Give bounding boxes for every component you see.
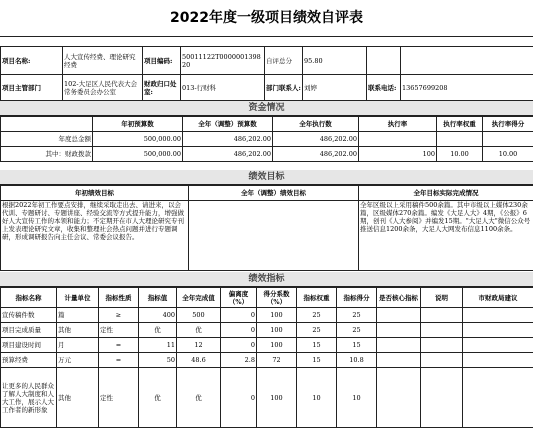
funds-row-rate: 100: [359, 147, 437, 162]
phone-label: 联系电话:: [367, 75, 401, 101]
ind-done: 优: [177, 323, 221, 338]
ind-core: [377, 323, 421, 338]
ind-note: [421, 338, 463, 353]
empty-cell: [401, 47, 533, 75]
ind-score: 10.8: [337, 353, 377, 368]
ind-nature: ≥: [99, 308, 139, 323]
ind-header-weight: 指标权重: [297, 288, 337, 308]
ind-name: 预算经费: [1, 353, 57, 368]
ind-unit: 万元: [57, 353, 99, 368]
ind-advice: [463, 323, 533, 338]
funds-row-label: 其中：财政拨款: [1, 147, 93, 162]
ind-header-done: 全年完成值: [177, 288, 221, 308]
ind-unit: 篇: [57, 308, 99, 323]
funds-header-blank: [1, 117, 93, 132]
funds-row: [1, 147, 533, 162]
contact-label: 部门联系人:: [265, 75, 303, 101]
ind-header-core: 是否核心指标: [377, 288, 421, 308]
funds-row-weight: [437, 132, 483, 147]
dept-label: 项目主管部门: [1, 75, 63, 101]
ind-unit: 其他: [57, 323, 99, 338]
funds-row-label: 年度总金额: [1, 132, 93, 147]
ind-deviation: 0: [221, 368, 257, 428]
ind-note: [421, 308, 463, 323]
ind-deviation: 0: [221, 338, 257, 353]
ind-value: 50: [139, 353, 177, 368]
ind-value: 11: [139, 338, 177, 353]
ind-coefficient: 100: [257, 308, 297, 323]
ind-done: 优: [177, 368, 221, 428]
funds-row-executed: 486,202.00: [273, 132, 359, 147]
finance-value: 013-行财科: [181, 75, 265, 101]
ind-deviation: 0: [221, 323, 257, 338]
score-value: 95.80: [303, 47, 367, 75]
funds-header-rate: 执行率: [359, 117, 437, 132]
funds-row-rate: [359, 132, 437, 147]
ind-score: 10: [337, 368, 377, 428]
ind-name: 项目完成质量: [1, 323, 57, 338]
ind-nature: =: [99, 338, 139, 353]
ind-header-nature: 指标性质: [99, 288, 139, 308]
section-goals-heading: 绩效目标: [0, 170, 533, 185]
indicator-row: [1, 338, 533, 353]
funds-row-adjusted: 486,202.00: [183, 132, 273, 147]
ind-core: [377, 338, 421, 353]
funds-row-score: [483, 132, 533, 147]
ind-advice: [463, 368, 533, 428]
funds-row-budget: 500,000.00: [93, 147, 183, 162]
ind-name: 项目建设时间: [1, 338, 57, 353]
funds-header-score: 执行率得分: [483, 117, 533, 132]
phone-value: 13657699208: [401, 75, 533, 101]
ind-nature: =: [99, 353, 139, 368]
funds-header-executed: 全年执行数: [273, 117, 359, 132]
ind-core: [377, 368, 421, 428]
ind-advice: [463, 308, 533, 323]
ind-advice: [463, 353, 533, 368]
ind-header-score: 指标得分: [337, 288, 377, 308]
ind-core: [377, 353, 421, 368]
section-indicators-heading: 绩效指标: [0, 272, 533, 287]
ind-weight: 15: [297, 338, 337, 353]
funds-header-adjusted: 全年（调整）预算数: [183, 117, 273, 132]
goals-table: [0, 185, 533, 271]
page-title: 2022年度一级项目绩效自评表: [0, 0, 533, 37]
ind-done: 12: [177, 338, 221, 353]
score-label: 自评总分: [265, 47, 303, 75]
ind-nature: 定性: [99, 323, 139, 338]
ind-score: 15: [337, 338, 377, 353]
indicators-table: [0, 287, 533, 428]
ind-name: 让更多的人民群众了解人大制度和人大工作，展示人大工作者的新形象: [1, 368, 57, 428]
ind-score: 25: [337, 308, 377, 323]
finance-label: 财政归口处室:: [143, 75, 181, 101]
contact-value: 刘婷: [303, 75, 367, 101]
ind-header-value: 指标值: [139, 288, 177, 308]
ind-note: [421, 323, 463, 338]
ind-unit: 月: [57, 338, 99, 353]
ind-value: 优: [139, 368, 177, 428]
ind-header-unit: 计量单位: [57, 288, 99, 308]
funds-row-budget: 500,000.00: [93, 132, 183, 147]
goals-header-actual: 全年目标实际完成情况: [359, 186, 533, 201]
ind-value: 400: [139, 308, 177, 323]
ind-core: [377, 308, 421, 323]
funds-row-adjusted: 486,202.00: [183, 147, 273, 162]
ind-nature: 定性: [99, 368, 139, 428]
funds-header-budget: 年初预算数: [93, 117, 183, 132]
goals-header-initial: 年初绩效目标: [1, 186, 189, 201]
ind-coefficient: 72: [257, 353, 297, 368]
empty-cell: [367, 47, 401, 75]
funds-row-weight: 10.00: [437, 147, 483, 162]
ind-header-deviation: 偏离度（%）: [221, 288, 257, 308]
indicator-row: [1, 353, 533, 368]
project-info-table: [0, 46, 533, 101]
ind-done: 500: [177, 308, 221, 323]
goals-actual-text: 全年区级以上采用稿件500余篇。其中市级以上媒体230余篇，区级媒体270余篇。编发《大足人大》4期，《公报》6期，创刊《人大参阅》并编发15期。"大足人大"微信公众号推送信息1200余条，大足人大网发布信息1100余条。: [359, 201, 533, 271]
funds-row-score: 10.00: [483, 147, 533, 162]
ind-unit: 其他: [57, 368, 99, 428]
ind-note: [421, 368, 463, 428]
ind-header-advice: 市财政局建议: [463, 288, 533, 308]
ind-deviation: 0: [221, 308, 257, 323]
section-funds-heading: 资金情况: [0, 101, 533, 116]
funds-table: [0, 116, 533, 162]
ind-weight: 25: [297, 308, 337, 323]
ind-weight: 10: [297, 368, 337, 428]
goals-header-adjusted: 全年（调整）绩效目标: [189, 186, 359, 201]
ind-advice: [463, 338, 533, 353]
goals-adjusted-text: [189, 201, 359, 271]
indicator-row: [1, 308, 533, 323]
project-code-value: 50011122T000000139820: [181, 47, 265, 75]
ind-done: 48.6: [177, 353, 221, 368]
ind-header-coefficient: 得分系数（%）: [257, 288, 297, 308]
funds-row: [1, 132, 533, 147]
ind-deviation: 2.8: [221, 353, 257, 368]
ind-coefficient: 100: [257, 338, 297, 353]
project-name-value: 人大宣传经费、理论研究经费: [63, 47, 143, 75]
funds-row-executed: 486,202.00: [273, 147, 359, 162]
project-code-label: 项目编码:: [143, 47, 181, 75]
dept-value: 102-大足区人民代表大会常务委员会办公室: [63, 75, 143, 101]
ind-header-name: 指标名称: [1, 288, 57, 308]
ind-coefficient: 100: [257, 323, 297, 338]
indicator-row: [1, 368, 533, 428]
ind-note: [421, 353, 463, 368]
ind-name: 宣传稿件数: [1, 308, 57, 323]
project-name-label: 项目名称:: [1, 47, 63, 75]
ind-value: 优: [139, 323, 177, 338]
ind-coefficient: 100: [257, 368, 297, 428]
goals-initial-text: 根据2022年初工作要点安排，继续采取走出去、请进来，以会代训、专题研讨、专题讲座、经验交流等方式提升能力，增强做好人大宣传工作的本领和能力；不定期开在市人大理论研究专刊上发表理论研究文章，收集和整理社会热点问题并进行专题调研，形成调研报告向主任会议、常委会议报告。: [1, 201, 189, 271]
funds-header-weight: 执行率权重: [437, 117, 483, 132]
indicator-row: [1, 323, 533, 338]
ind-weight: 15: [297, 353, 337, 368]
ind-score: 25: [337, 323, 377, 338]
ind-weight: 25: [297, 323, 337, 338]
ind-header-note: 说明: [421, 288, 463, 308]
